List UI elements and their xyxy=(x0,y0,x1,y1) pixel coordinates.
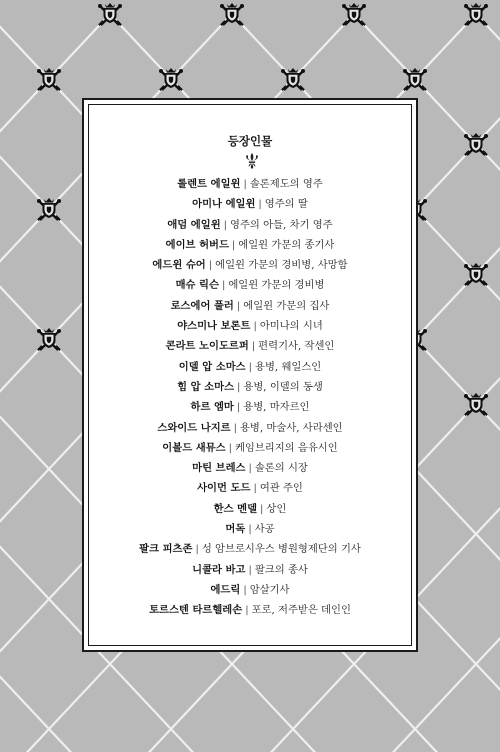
separator: | xyxy=(248,361,252,373)
shield-crossed-swords-icon xyxy=(464,3,488,26)
character-description: 상인 xyxy=(266,502,287,515)
character-name: 롤렌트 에일윈 xyxy=(177,178,241,190)
separator: | xyxy=(251,341,256,353)
character-name: 마틴 브레스 xyxy=(192,462,246,475)
character-row xyxy=(84,194,416,214)
shield-crossed-swords-icon xyxy=(37,68,61,91)
character-row xyxy=(84,397,416,417)
character-row xyxy=(84,499,416,519)
character-row xyxy=(84,519,416,539)
character-description: 에일윈 가문의 종기사 xyxy=(238,238,335,251)
cast-panel xyxy=(82,98,418,652)
character-description: 케임브리지의 음유시인 xyxy=(234,441,338,454)
character-row xyxy=(84,235,416,255)
shield-crossed-swords-icon xyxy=(342,3,366,26)
character-name: 아미나 에일윈 xyxy=(192,198,256,211)
character-name: 스와이드 나지르 xyxy=(157,421,231,434)
page-title: 등장인물 xyxy=(227,134,273,148)
character-name: 로스에어 풀러 xyxy=(170,299,234,312)
separator: | xyxy=(223,219,228,231)
character-description: 에일윈 가문의 경비병, 사망함 xyxy=(215,259,348,272)
character-row xyxy=(84,174,416,194)
separator: | xyxy=(221,280,226,292)
character-description: 에일윈 가문의 집사 xyxy=(243,299,330,312)
character-description: 영주의 아들, 차기 영주 xyxy=(230,218,333,231)
character-name: 니콜라 바고 xyxy=(192,563,246,576)
character-row xyxy=(84,478,416,498)
character-row xyxy=(84,296,416,316)
character-name: 애덤 에일윈 xyxy=(167,218,221,231)
character-name: 하르 엠마 xyxy=(190,401,234,414)
separator: | xyxy=(228,442,232,454)
character-name: 한스 멘델 xyxy=(213,502,258,515)
shield-crossed-swords-icon xyxy=(403,68,427,91)
shield-crossed-swords-icon xyxy=(464,263,488,286)
character-name: 팔크 피츠존 xyxy=(139,543,193,556)
separator: | xyxy=(233,422,237,434)
character-description: 편력기사, 작센인 xyxy=(258,340,335,353)
fleur-de-lis-icon xyxy=(243,152,261,170)
character-row xyxy=(84,215,416,235)
character-row xyxy=(84,458,416,478)
shield-crossed-swords-icon xyxy=(220,3,244,26)
character-description: 팔크의 종사 xyxy=(254,563,308,576)
separator: | xyxy=(237,381,241,393)
character-row xyxy=(84,377,416,397)
character-name: 이볼드 새뮤스 xyxy=(162,441,226,454)
character-name: 머독 xyxy=(225,523,246,536)
character-row xyxy=(84,418,416,438)
shield-crossed-swords-icon xyxy=(281,68,305,91)
character-row xyxy=(84,357,416,377)
character-name: 힘 압 소마스 xyxy=(177,380,235,393)
character-name: 야스미나 보론트 xyxy=(177,320,251,333)
separator: | xyxy=(231,239,236,251)
character-name: 사이먼 도드 xyxy=(197,482,251,495)
separator: | xyxy=(236,402,241,414)
separator: | xyxy=(195,544,199,556)
character-description: 아미나의 시녀 xyxy=(259,320,323,333)
separator: | xyxy=(248,463,252,475)
character-row xyxy=(84,336,416,356)
separator: | xyxy=(208,260,213,272)
separator: | xyxy=(248,564,252,576)
character-row xyxy=(84,580,416,600)
shield-crossed-swords-icon xyxy=(37,328,61,351)
character-row xyxy=(84,438,416,458)
character-description: 성 암브로시우스 병원형제단의 기사 xyxy=(201,543,361,556)
character-description: 에일윈 가문의 경비병 xyxy=(228,279,325,292)
character-row xyxy=(84,316,416,336)
character-list xyxy=(84,174,416,621)
separator: | xyxy=(236,300,241,312)
character-description: 솔론의 시장 xyxy=(254,462,308,475)
separator: | xyxy=(258,199,262,211)
separator: | xyxy=(243,179,247,190)
character-row xyxy=(84,539,416,559)
character-description: 포로, 저주받은 데인인 xyxy=(251,604,351,617)
character-name: 에드윈 슈어 xyxy=(152,259,206,272)
character-description: 영주의 딸 xyxy=(264,198,308,211)
character-name: 토르스텐 타르헬레손 xyxy=(149,604,243,617)
character-name: 에이브 허버드 xyxy=(165,238,229,251)
shield-crossed-swords-icon xyxy=(159,68,183,91)
separator: | xyxy=(253,483,257,495)
character-description: 용병, 이델의 동생 xyxy=(243,380,323,393)
character-description: 여관 주인 xyxy=(259,482,303,495)
shield-crossed-swords-icon xyxy=(464,133,488,156)
separator: | xyxy=(248,524,252,536)
character-description: 용병, 웨일스인 xyxy=(255,360,322,373)
character-name: 에드릭 xyxy=(210,583,241,596)
character-description: 사공 xyxy=(254,523,275,536)
character-name: 매슈 릭슨 xyxy=(175,279,219,292)
character-description: 암살기사 xyxy=(249,583,290,596)
character-row xyxy=(84,600,416,620)
separator: | xyxy=(253,321,257,333)
shield-crossed-swords-icon xyxy=(37,198,61,221)
character-row xyxy=(84,275,416,295)
character-description: 솔론제도의 영주 xyxy=(249,178,323,190)
character-description: 용병, 마술사, 사라센인 xyxy=(239,421,343,434)
separator: | xyxy=(260,503,264,515)
separator: | xyxy=(243,584,247,596)
separator: | xyxy=(245,605,249,617)
character-name: 이델 압 소마스 xyxy=(178,360,246,373)
character-name: 콘라트 노이도르퍼 xyxy=(165,340,249,353)
character-row xyxy=(84,560,416,580)
character-description: 용병, 마자르인 xyxy=(243,401,310,414)
shield-crossed-swords-icon xyxy=(98,3,122,26)
shield-crossed-swords-icon xyxy=(464,393,488,416)
character-row xyxy=(84,255,416,275)
